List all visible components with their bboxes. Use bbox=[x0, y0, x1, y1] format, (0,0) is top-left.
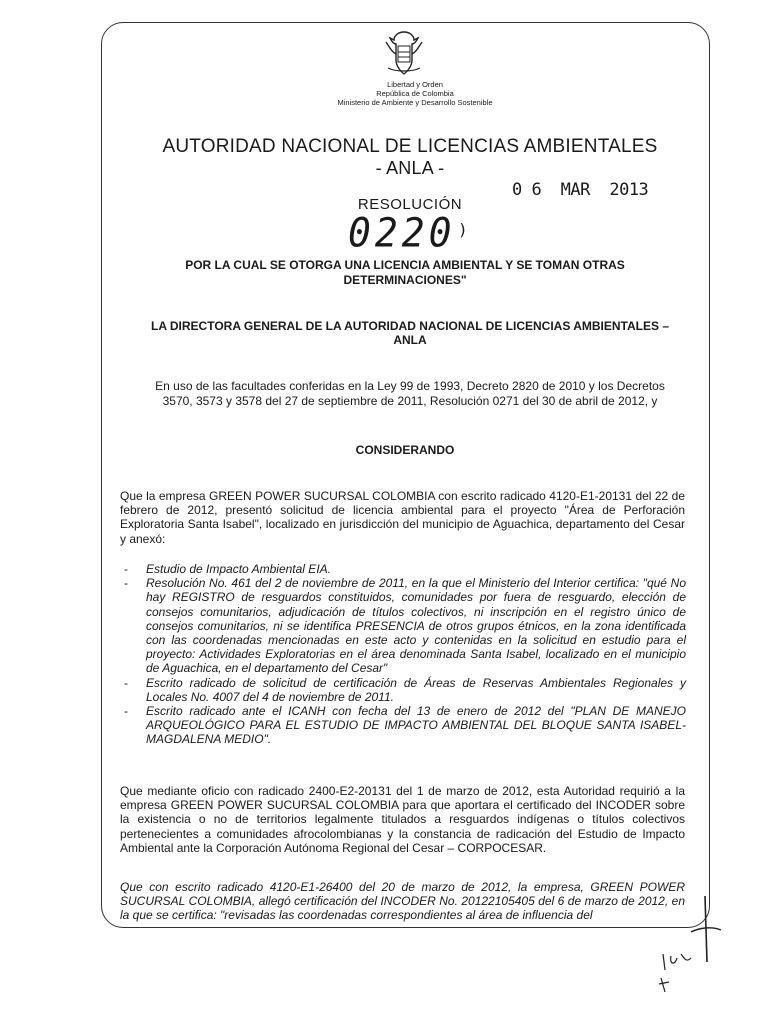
paragraph-3: Que con escrito radicado 4120-E1-26400 del 20 de marzo de 2012, la empresa, GREEN POWER SUCURSAL COLOMBIA, allegó certificación del INCODER No. 20122105405 del 6 de marzo de 2012, en la que se certifica: "revisadas las coordenadas correspondientes al área de influencia del bbox=[120, 880, 685, 923]
resolution-label: RESOLUCIÓN bbox=[357, 196, 463, 213]
annex-item: - Escrito radicado ante el ICANH con fecha del 13 de enero de 2012 del "PLAN DE MANEJO ARQUEOLÓGICO PARA EL ESTUDIO DE IMPACTO AMBIENTAL DEL BLOQUE SANTA ISABEL- MAGDALENA MEDIO". bbox=[146, 704, 686, 747]
director-line1: LA DIRECTORA GENERAL DE LA AUTORIDAD NACIONAL DE LICENCIAS AMBIENTALES – bbox=[150, 319, 670, 333]
coat-of-arms-seal bbox=[382, 30, 426, 78]
date-stamp: 0 6 MAR 2013 bbox=[512, 180, 649, 200]
paragraph-1: Que la empresa GREEN POWER SUCURSAL COLOMBIA con escrito radicado 4120-E1-20131 del 22 de febrero de 2012, presentó solicitud de licencia ambiental para el proyecto "Área de Perforación Exploratoria Santa Isabel", localizado en jurisdicción del municipio de Aguachica, departamento del Cesar y anexó: bbox=[120, 489, 685, 546]
stamp-bracket: ) bbox=[458, 220, 468, 239]
agency-name: AUTORIDAD NACIONAL DE LICENCIAS AMBIENTALES bbox=[162, 136, 658, 157]
resolution-title-line2: DETERMINACIONES" bbox=[343, 273, 467, 287]
annex-item: - Estudio de Impacto Ambiental EIA. bbox=[146, 562, 686, 576]
ministry-label: Ministerio de Ambiente y Desarrollo Sostenible bbox=[337, 98, 493, 107]
agency-acronym: - ANLA - bbox=[375, 158, 445, 178]
faculties-line2: 3570, 3573 y 3578 del 27 de septiembre de 2011, Resolución 0271 del 30 de abril de 2012, y bbox=[162, 394, 658, 408]
considerando-heading: CONSIDERANDO bbox=[355, 443, 455, 457]
republic-label: República de Colombia bbox=[376, 89, 454, 98]
director-line2: ANLA bbox=[393, 333, 427, 347]
annex-item: - Escrito radicado de solicitud de certificación de Áreas de Reservas Ambientales Regionales y Locales No. 4007 del 4 de noviembre de 2011. bbox=[146, 676, 686, 704]
handwritten-signature bbox=[655, 892, 725, 1002]
motto: Libertad y Orden bbox=[387, 80, 443, 89]
resolution-number-stamp: 0220 bbox=[348, 209, 456, 257]
resolution-title-line1: POR LA CUAL SE OTORGA UNA LICENCIA AMBIENTAL Y SE TOMAN OTRAS bbox=[185, 258, 625, 272]
annex-list bbox=[146, 562, 686, 747]
annex-item: - Resolución No. 461 del 2 de noviembre de 2011, en la que el Ministerio del Interior certifica: "qué No hay REGISTRO de resguardos constituidos, comunidades por fuera de resguardo, elección de consejos comunitarios, adjudicación de títulos colectivos, ni inscripción en el registro único de consejos comunitarios, ni se identifica PRESENCIA de otros grupos étnicos, en la zona identificada con las coordenadas mencionadas en este acto y contenidas en la solicitud en estudio para el proyecto: Actividades Exploratorias en el área denominada Santa Isabel, localizado en el municipio de Aguachica, en el departamento del Cesar" bbox=[146, 576, 686, 675]
paragraph-2: Que mediante oficio con radicado 2400-E2-20131 del 1 de marzo de 2012, esta Autoridad requirió a la empresa GREEN POWER SUCURSAL COLOMBIA para que aportara el certificado del INCODER sobre la existencia o no de territorios legalmente titulados a resguardos indígenas o títulos colectivos pertenecientes a comunidades afrocolombianas y la constancia de radicación del Estudio de Impacto Ambiental ante la Corporación Autónoma Regional del Cesar – CORPOCESAR. bbox=[120, 784, 685, 855]
faculties-line1: En uso de las facultades conferidas en la Ley 99 de 1993, Decreto 2820 de 2010 y los Decretos bbox=[155, 379, 665, 393]
